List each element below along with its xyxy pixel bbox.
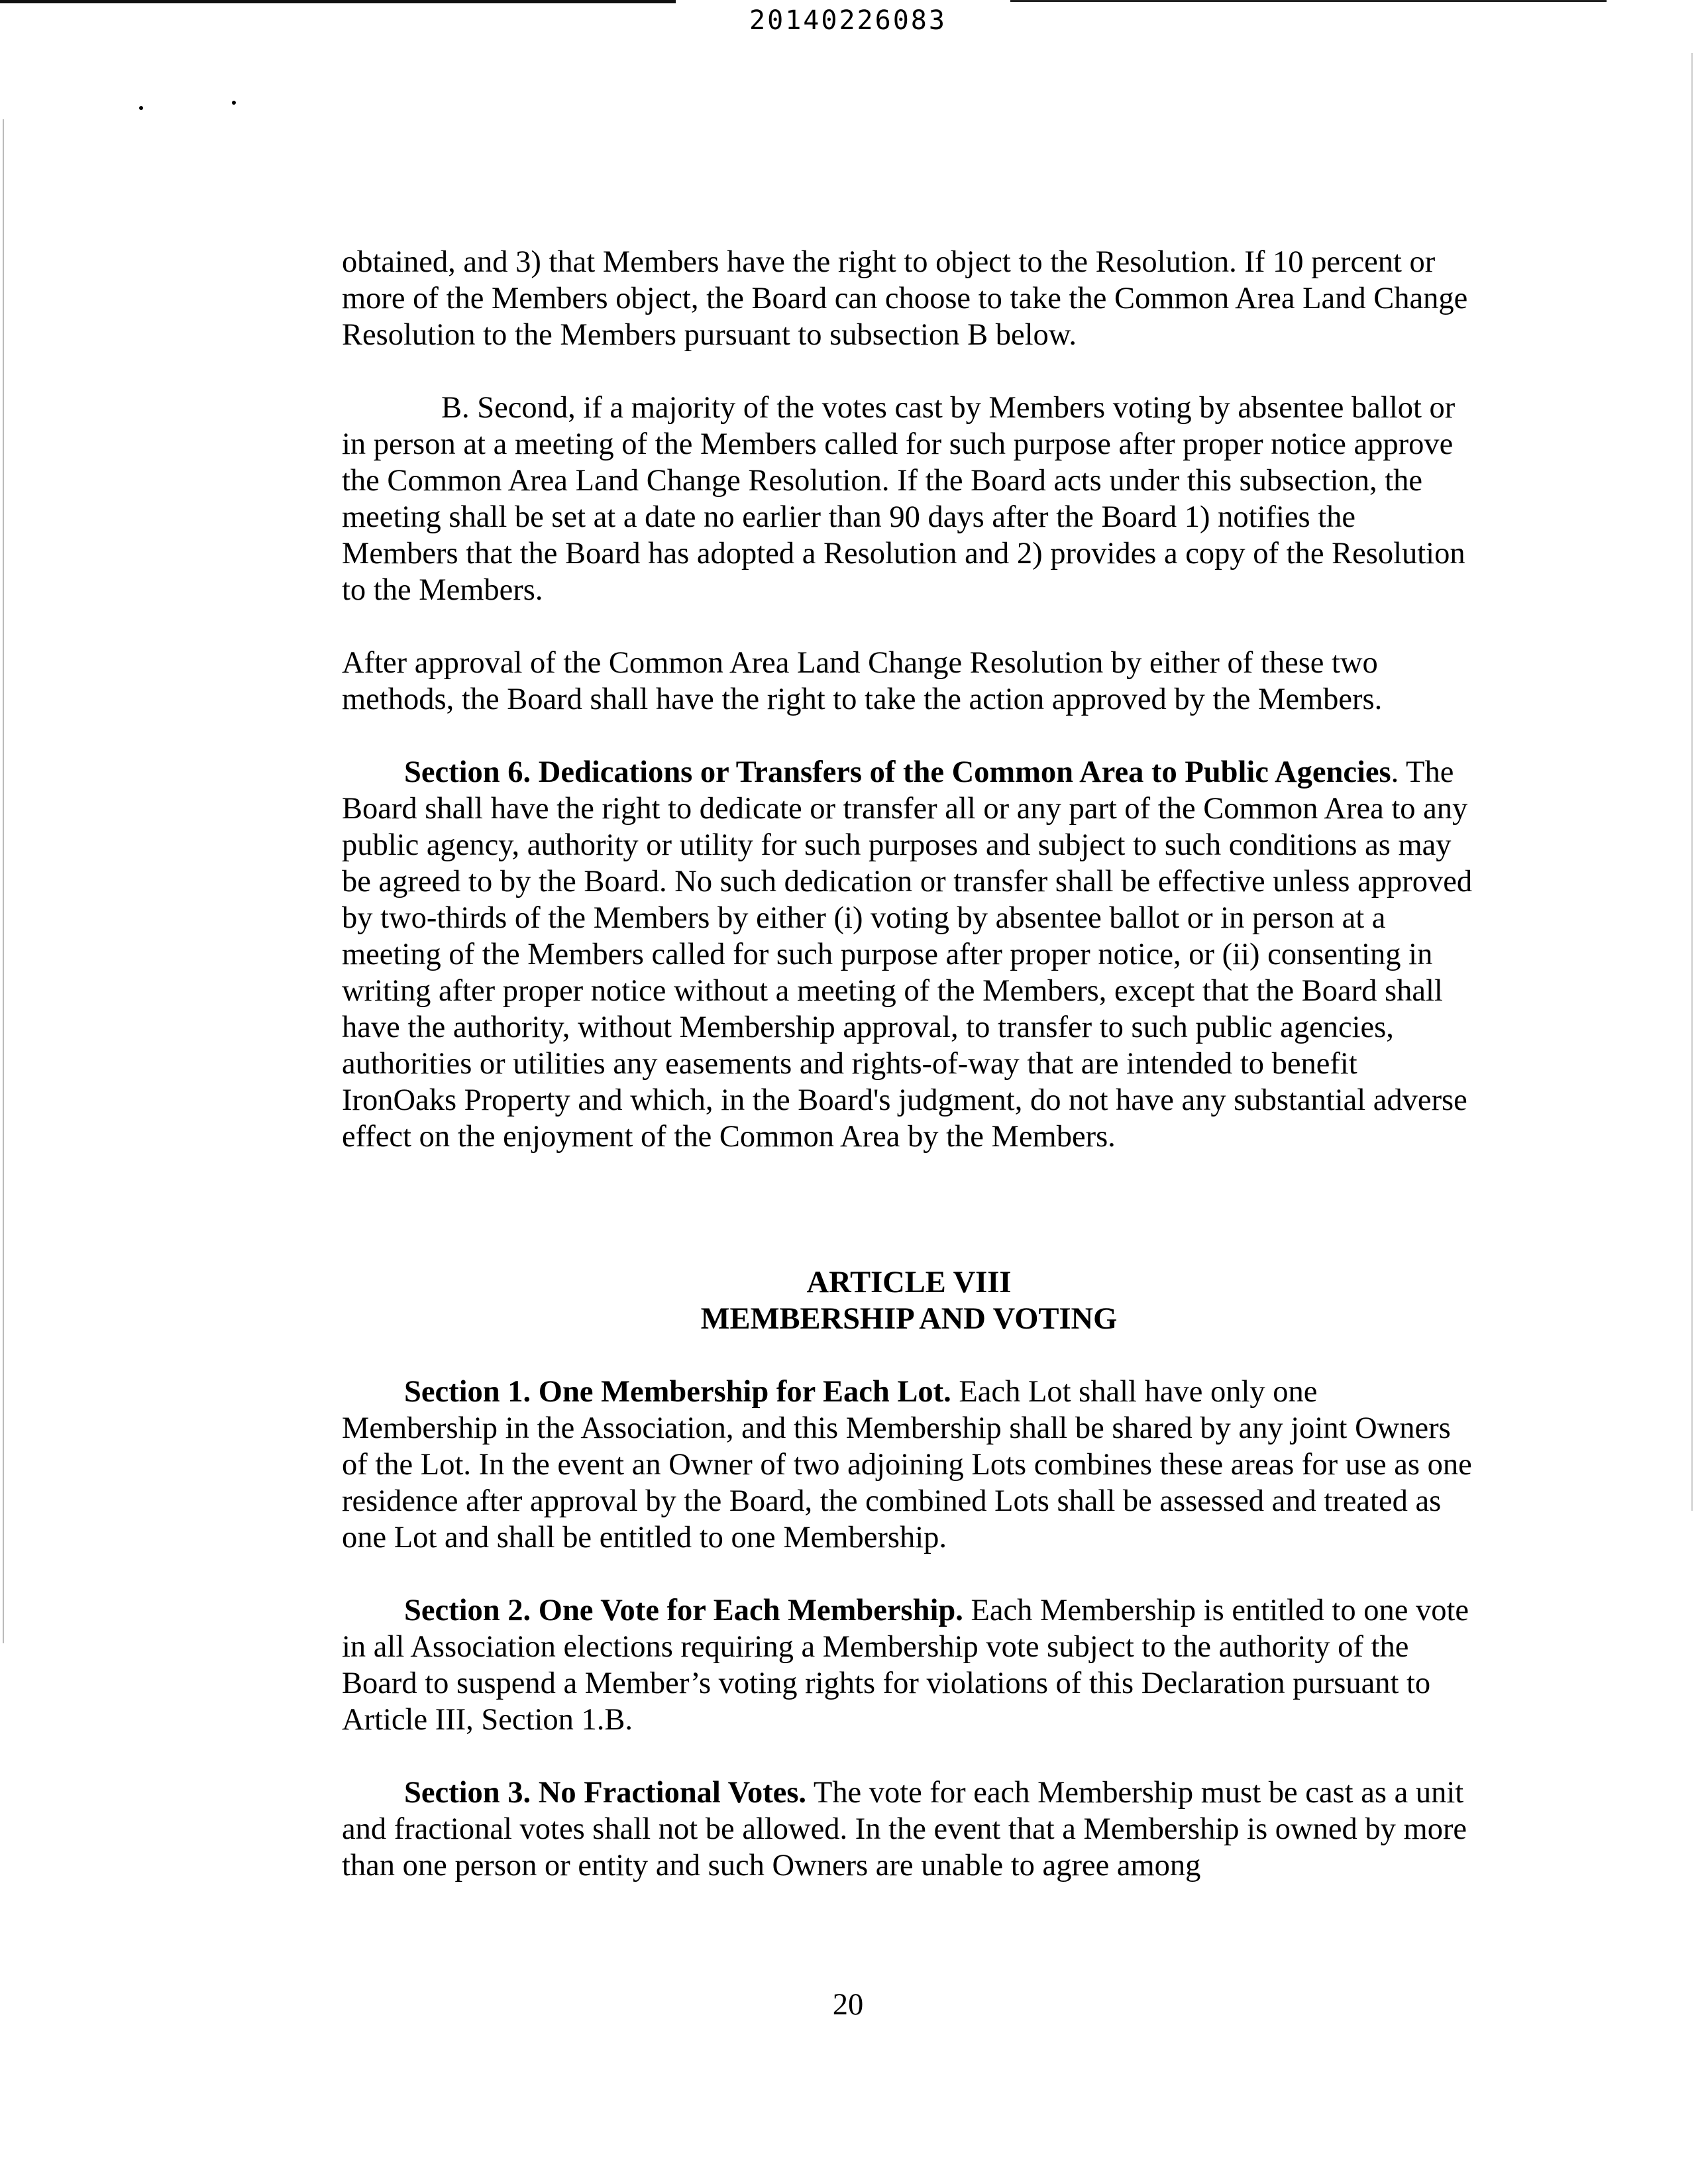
top-rule-right [1010, 0, 1607, 2]
document-body [342, 244, 1476, 1884]
section-2-text: Each Membership is entitled to one vote in all Association elections requiring a Membership vote subject to the authority of the Board to suspend a Member’s voting rights for violations of this Declaration pursuant to Article III, Section 1.B. [342, 1594, 1469, 1737]
section-6-heading: Section 6. Dedications or Transfers of the Common Area to Public Agencies [404, 755, 1391, 789]
scan-edge-left [3, 119, 4, 1643]
section-2-heading: Section 2. One Vote for Each Membership. [404, 1594, 963, 1627]
article-number: ARTICLE VIII [806, 1266, 1012, 1299]
section-6-text: . The Board shall have the right to dedicate or transfer all or any part of the Common Area to any public agency, authority or utility for such purposes and subject to such conditions as may be agreed to by the Board. No such dedication or transfer shall be effective unless approved by two-thirds of the Members by either (i) voting by absentee ballot or in person at a meeting of the Members called for such purpose after proper notice, or (ii) consenting in writing after proper notice without a meeting of the Members, except that the Board shall have the authority, without Membership approval, to transfer to such public agencies, authorities or utilities any easements and rights-of-way that are intended to benefit IronOaks Property and which, in the Board's judgment, do not have any substantial adverse effect on the enjoyment of the Common Area by the Members. [342, 755, 1473, 1154]
scan-speck [139, 106, 143, 110]
section-1-text: Each Lot shall have only one Membership in the Association, and this Membership shall be shared by any joint Owners of the Lot. In the event an Owner of two adjoining Lots combines these areas for use as one residence after approval by the Board, the combined Lots shall be assessed and treated as one Lot and shall be entitled to one Membership. [342, 1375, 1472, 1555]
section-3-heading: Section 3. No Fractional Votes. [404, 1776, 807, 1810]
section-1-heading: Section 1. One Membership for Each Lot. [404, 1375, 951, 1409]
section-3-paragraph [342, 1774, 1476, 1884]
section-3-text: The vote for each Membership must be cast as a unit and fractional votes shall not be allowed. In the event that a Membership is owned by more than one person or entity and such Owners are unable to agree among [342, 1776, 1467, 1883]
paragraph-continued: obtained, and 3) that Members have the right to object to the Resolution. If 10 percent or more of the Members object, the Board can choose to take the Common Area Land Change Resolution to the Members pursuant to subsection B below. [342, 245, 1468, 352]
section-1-paragraph [342, 1374, 1476, 1556]
paragraph-after-approval: After approval of the Common Area Land Change Resolution by either of these two methods, the Board shall have the right to take the action approved by the Members. [342, 646, 1383, 716]
top-rule-left [0, 0, 676, 3]
scan-speck [232, 101, 236, 105]
scan-edge-right [1691, 53, 1693, 1511]
recording-number: 20140226083 [749, 5, 947, 36]
article-title: MEMBERSHIP AND VOTING [700, 1302, 1118, 1336]
section-6-paragraph [342, 754, 1476, 1155]
page-number: 20 [832, 1988, 864, 2022]
paragraph-subsection-b: B. Second, if a majority of the votes cast by Members voting by absentee ballot or in person at a meeting of the Members called for such purpose after proper notice approve the Common Area Land Change Resolution. If the Board acts under this subsection, the meeting shall be set at a date no earlier than 90 days after the Board 1) notifies the Members that the Board has adopted a Resolution and 2) provides a copy of the Resolution to the Members. [342, 391, 1465, 607]
section-2-paragraph [342, 1592, 1476, 1738]
